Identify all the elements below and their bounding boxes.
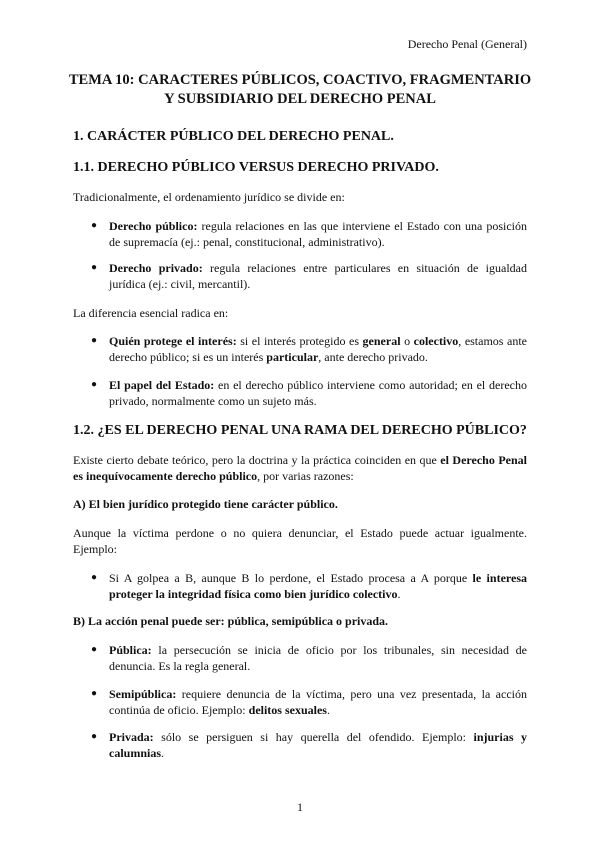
subsection-a-paragraph: Aunque la víctima perdone o no quiera denunciar, el Estado puede actuar igualmente. Ejemplo:	[73, 526, 527, 556]
bullet-icon: ●	[91, 731, 98, 742]
bullet-icon: ●	[91, 220, 98, 231]
list-item: Quién protege el interés: si el interés protegido es general o colectivo, estamos ante derecho público; si es un interés particular, ante derecho privado.	[109, 334, 527, 364]
bullet-icon: ●	[91, 644, 98, 655]
bullet-icon: ●	[91, 688, 98, 699]
title-line-2: Y SUBSIDIARIO DEL DERECHO PENAL	[164, 91, 436, 107]
list-item: Semipública: requiere denuncia de la víctima, pero una vez presentada, la acción continúa de oficio. Ejemplo: delitos sexuales.	[109, 687, 527, 717]
section-1-heading: 1. CARÁCTER PÚBLICO DEL DERECHO PENAL.	[73, 129, 394, 144]
difference-intro: La diferencia esencial radica en:	[73, 306, 229, 320]
bullet-icon: ●	[91, 572, 98, 583]
list-item: Privada: sólo se persiguen si hay querella del ofendido. Ejemplo: injurias y calumnias.	[109, 730, 527, 760]
list-item: Pública: la persecución se inicia de oficio por los tribunales, sin necesidad de denuncia. Es la regla general.	[109, 643, 527, 673]
subsection-b-heading: B) La acción penal puede ser: pública, semipública o privada.	[73, 614, 389, 628]
debate-paragraph: Existe cierto debate teórico, pero la doctrina y la práctica coinciden en que el Derecho Penal es inequívocamente derecho público, por varias razones:	[73, 453, 527, 483]
intro-paragraph: Tradicionalmente, el ordenamiento jurídico se divide en:	[73, 190, 345, 204]
bullet-icon: ●	[91, 335, 98, 346]
bullet-icon: ●	[91, 379, 98, 390]
section-1-1-heading: 1.1. DERECHO PÚBLICO VERSUS DERECHO PRIVADO.	[73, 160, 439, 175]
list-item: Derecho público: regula relaciones en las que interviene el Estado con una posición de supremacía (ej.: penal, constitucional, administrativo).	[109, 219, 527, 249]
section-1-2-heading: 1.2. ¿ES EL DERECHO PENAL UNA RAMA DEL DERECHO PÚBLICO?	[73, 423, 527, 438]
list-item: El papel del Estado: en el derecho público interviene como autoridad; en el derecho privado, normalmente como un sujeto más.	[109, 378, 527, 408]
list-item: Si A golpea a B, aunque B lo perdone, el Estado procesa a A porque le interesa proteger la integridad física como bien jurídico colectivo.	[109, 571, 527, 601]
bullet-icon: ●	[91, 262, 98, 273]
document-title	[60, 71, 540, 109]
list-item: Derecho privado: regula relaciones entre particulares en situación de igualdad jurídica (ej.: civil, mercantil).	[109, 261, 527, 291]
page-number: 1	[297, 800, 303, 814]
title-line-1: TEMA 10: CARACTERES PÚBLICOS, COACTIVO, FRAGMENTARIO	[68, 72, 532, 88]
running-header: Derecho Penal (General)	[407, 37, 527, 51]
subsection-a-heading: A) El bien jurídico protegido tiene carácter público.	[73, 497, 338, 511]
